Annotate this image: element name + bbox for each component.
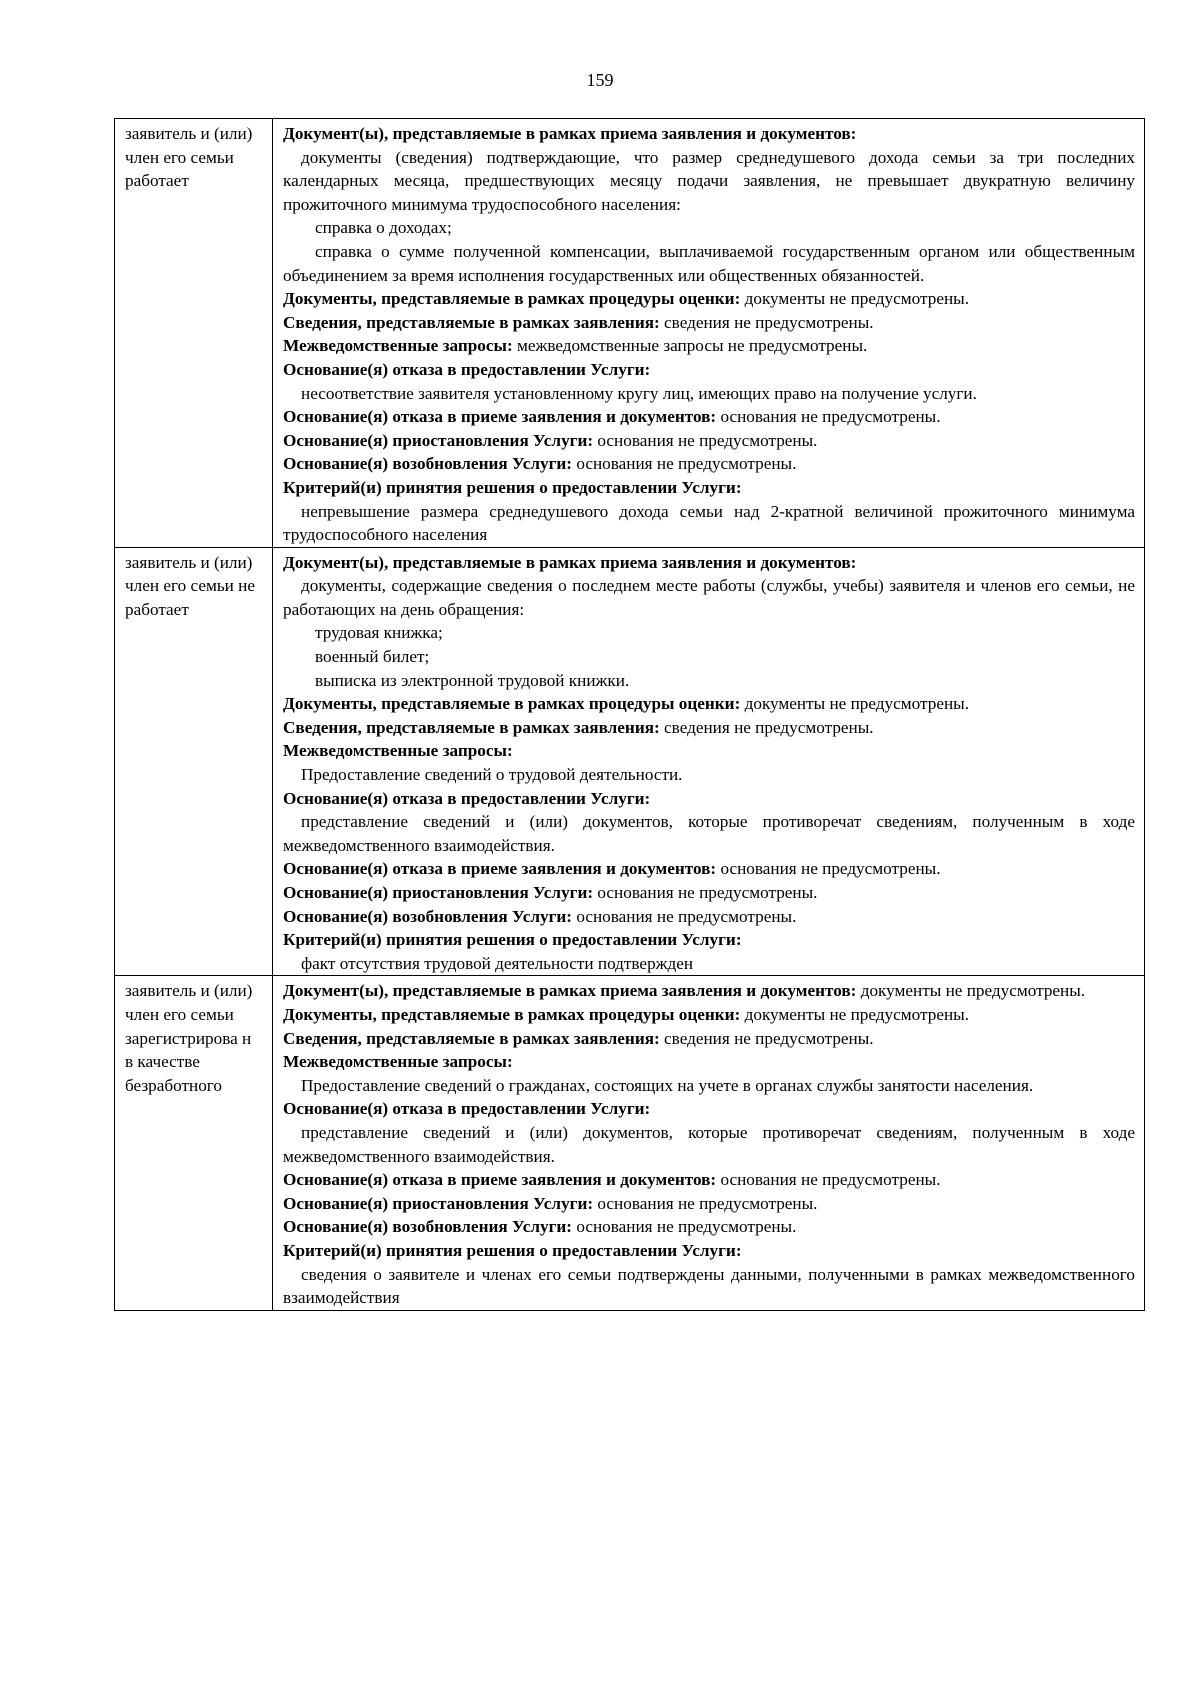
section-paragraph bbox=[283, 452, 1135, 476]
requirements-cell bbox=[273, 119, 1145, 548]
section-heading: Основание(я) возобновления Услуги: bbox=[283, 1217, 573, 1237]
section-heading: Критерий(и) принятия решения о предоставлении Услуги: bbox=[283, 477, 742, 497]
paragraph-text: основания не предусмотрены. bbox=[716, 1170, 941, 1190]
page-number: 159 bbox=[586, 70, 614, 90]
paragraph-text: Предоставление сведений о трудовой деятельности. bbox=[301, 765, 683, 785]
section-heading: Основание(я) приостановления Услуги: bbox=[283, 1193, 594, 1213]
section-heading: Основание(я) приостановления Услуги: bbox=[283, 430, 594, 450]
table-row bbox=[115, 547, 1145, 976]
services-table bbox=[114, 118, 1145, 1311]
paragraph-text: основания не предусмотрены. bbox=[716, 407, 941, 427]
section-heading: Основание(я) отказа в предоставлении Услуги: bbox=[283, 359, 651, 379]
paragraph-text: сведения не предусмотрены. bbox=[659, 1028, 874, 1048]
section-heading: Межведомственные запросы: bbox=[283, 1052, 513, 1072]
applicant-category-cell: заявитель и (или) член его семьи не работает bbox=[115, 547, 273, 976]
section-heading: Основание(я) приостановления Услуги: bbox=[283, 883, 594, 902]
paragraph-text: представление сведений и (или) документов, которые противоречат сведениям, полученным в ходе межведомственного взаимодействия. bbox=[283, 812, 1135, 855]
section-paragraph bbox=[283, 1003, 1135, 1027]
section-paragraph bbox=[283, 334, 1135, 358]
section-paragraph bbox=[283, 881, 1135, 905]
detail-paragraph bbox=[283, 216, 1135, 240]
section-paragraph bbox=[283, 1239, 1135, 1263]
paragraph-text: документы не предусмотрены. bbox=[740, 1004, 969, 1024]
paragraph-text: межведомственные запросы не предусмотрены. bbox=[512, 336, 868, 356]
section-heading: Критерий(и) принятия решения о предоставлении Услуги: bbox=[283, 930, 742, 950]
detail-paragraph bbox=[283, 669, 1135, 693]
detail-paragraph bbox=[283, 382, 1135, 406]
section-paragraph bbox=[283, 1215, 1135, 1239]
paragraph-text: основания не предусмотрены. bbox=[593, 430, 818, 450]
section-heading: Основание(я) отказа в приеме заявления и документов: bbox=[283, 1170, 717, 1190]
detail-paragraph bbox=[283, 763, 1135, 787]
detail-paragraph bbox=[283, 574, 1135, 621]
paragraph-text: непревышение размера среднедушевого дохода семьи над 2-кратной величиной прожиточного минимума трудоспособного населения bbox=[283, 501, 1135, 545]
paragraph-text: факт отсутствия трудовой деятельности подтвержден bbox=[301, 953, 694, 973]
section-heading: Межведомственные запросы: bbox=[283, 741, 513, 761]
detail-paragraph bbox=[283, 500, 1135, 547]
paragraph-text: документы не предусмотрены. bbox=[856, 981, 1086, 1001]
section-paragraph bbox=[283, 476, 1135, 500]
paragraph-text: военный билет; bbox=[315, 647, 430, 667]
section-heading: Документы, представляемые в рамках процедуры оценки: bbox=[283, 289, 741, 309]
paragraph-text: трудовая книжка; bbox=[315, 623, 443, 643]
section-heading: Основание(я) возобновления Услуги: bbox=[283, 906, 573, 926]
section-heading: Основание(я) возобновления Услуги: bbox=[283, 454, 573, 474]
section-paragraph bbox=[283, 787, 1135, 811]
section-paragraph bbox=[283, 287, 1135, 311]
section-paragraph bbox=[283, 405, 1135, 429]
detail-paragraph bbox=[283, 1074, 1135, 1098]
paragraph-text: справка о сумме полученной компенсации, выплачиваемой государственным органом или общественным объединением за время исполнения государственных или общественных обязанностей. bbox=[283, 241, 1135, 285]
section-heading: Документы, представляемые в рамках процедуры оценки: bbox=[283, 694, 741, 714]
section-heading: Документы, представляемые в рамках процедуры оценки: bbox=[283, 1004, 741, 1024]
section-heading: Документ(ы), представляемые в рамках приема заявления и документов: bbox=[283, 552, 857, 572]
paragraph-text: сведения не предусмотрены. bbox=[659, 312, 874, 332]
section-heading: Сведения, представляемые в рамках заявления: bbox=[283, 312, 660, 332]
paragraph-text: основания не предусмотрены. bbox=[593, 1193, 818, 1213]
paragraph-text: выписка из электронной трудовой книжки. bbox=[315, 670, 630, 690]
section-paragraph bbox=[283, 716, 1135, 740]
section-heading: Основание(я) отказа в приеме заявления и документов: bbox=[283, 407, 717, 427]
section-paragraph bbox=[283, 311, 1135, 335]
paragraph-text: Предоставление сведений о гражданах, состоящих на учете в органах службы занятости населения. bbox=[301, 1075, 1034, 1095]
section-paragraph bbox=[283, 1097, 1135, 1121]
applicant-category-cell: заявитель и (или) член его семьи работает bbox=[115, 119, 273, 548]
detail-paragraph bbox=[283, 1263, 1135, 1310]
paragraph-text: документы не предусмотрены. bbox=[740, 694, 969, 714]
requirements-cell bbox=[273, 547, 1145, 976]
section-paragraph bbox=[283, 928, 1135, 952]
section-heading: Основание(я) отказа в приеме заявления и документов: bbox=[283, 859, 717, 879]
paragraph-text: сведения о заявителе и членах его семьи подтверждены данными, полученными в рамках межведомственного взаимодействия bbox=[283, 1264, 1135, 1308]
paragraph-text: документы не предусмотрены. bbox=[740, 289, 969, 309]
paragraph-text: сведения не предусмотрены. bbox=[659, 717, 874, 737]
section-paragraph bbox=[283, 1050, 1135, 1074]
table-body bbox=[115, 119, 1145, 1311]
section-heading: Межведомственные запросы: bbox=[283, 336, 513, 356]
section-paragraph bbox=[283, 979, 1135, 1003]
paragraph-text: документы (сведения) подтверждающие, что размер среднедушевого дохода семьи за три последних календарных месяца, предшествующих месяцу подачи заявления, не превышает двукратную величину прожиточного минимума трудоспособного населения: bbox=[283, 147, 1135, 214]
table-row bbox=[115, 976, 1145, 1310]
table-row bbox=[115, 119, 1145, 548]
paragraph-text: основания не предусмотрены. bbox=[572, 454, 797, 474]
paragraph-text: основания не предусмотрены. bbox=[572, 906, 797, 926]
section-paragraph bbox=[283, 1027, 1135, 1051]
paragraph-text: документы, содержащие сведения о последнем месте работы (службы, учебы) заявителя и членов его семьи, не работающих на день обращения: bbox=[283, 576, 1135, 619]
paragraph-text: основания не предусмотрены. bbox=[593, 883, 818, 902]
section-paragraph bbox=[283, 122, 1135, 146]
paragraph-text: справка о доходах; bbox=[315, 218, 452, 238]
section-paragraph bbox=[283, 905, 1135, 929]
section-heading: Сведения, представляемые в рамках заявления: bbox=[283, 717, 660, 737]
section-heading: Документ(ы), представляемые в рамках приема заявления и документов: bbox=[283, 981, 857, 1001]
applicant-category-cell: заявитель и (или) член его семьи зарегистрирова н в качестве безработного bbox=[115, 976, 273, 1310]
detail-paragraph bbox=[283, 240, 1135, 287]
section-heading: Основание(я) отказа в предоставлении Услуги: bbox=[283, 1099, 651, 1119]
section-heading: Документ(ы), представляемые в рамках приема заявления и документов: bbox=[283, 124, 857, 143]
paragraph-text: основания не предусмотрены. bbox=[572, 1217, 797, 1237]
section-paragraph bbox=[283, 1168, 1135, 1192]
section-paragraph bbox=[283, 429, 1135, 453]
detail-paragraph bbox=[283, 621, 1135, 645]
section-paragraph bbox=[283, 551, 1135, 575]
detail-paragraph bbox=[283, 810, 1135, 857]
detail-paragraph bbox=[283, 146, 1135, 217]
detail-paragraph bbox=[283, 952, 1135, 976]
paragraph-text: представление сведений и (или) документов, которые противоречат сведениям, полученным в ходе межведомственного взаимодействия. bbox=[283, 1122, 1135, 1166]
section-heading: Критерий(и) принятия решения о предоставлении Услуги: bbox=[283, 1240, 742, 1260]
section-paragraph bbox=[283, 857, 1135, 881]
paragraph-text: основания не предусмотрены. bbox=[716, 859, 941, 879]
section-heading: Сведения, представляемые в рамках заявления: bbox=[283, 1028, 660, 1048]
detail-paragraph bbox=[283, 645, 1135, 669]
section-paragraph bbox=[283, 358, 1135, 382]
detail-paragraph bbox=[283, 1121, 1135, 1168]
requirements-cell bbox=[273, 976, 1145, 1310]
section-heading: Основание(я) отказа в предоставлении Услуги: bbox=[283, 788, 651, 808]
paragraph-text: несоответствие заявителя установленному кругу лиц, имеющих право на получение услуги. bbox=[301, 383, 977, 403]
section-paragraph bbox=[283, 1192, 1135, 1216]
section-paragraph bbox=[283, 739, 1135, 763]
section-paragraph bbox=[283, 692, 1135, 716]
